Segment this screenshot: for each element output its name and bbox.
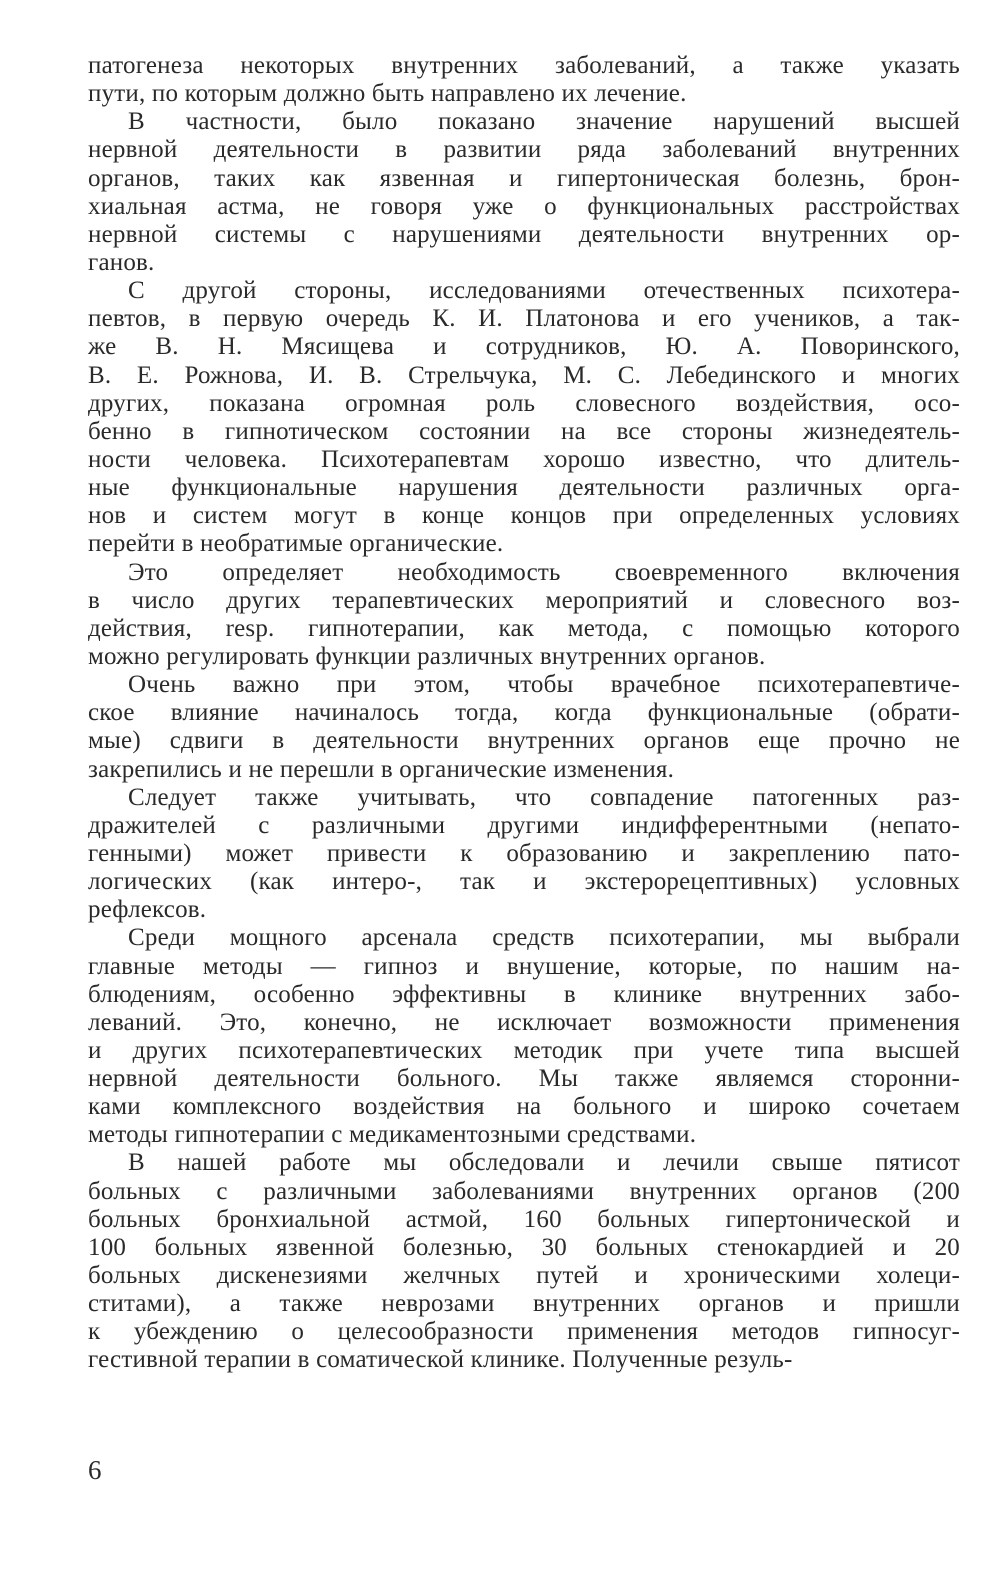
text-line: леваний. Это, конечно, не исключает возможности применения: [88, 1008, 960, 1036]
text-line: ности человека. Психотерапевтам хорошо известно, что длитель-: [88, 445, 960, 473]
text-line: в число других терапевтических мероприятий и словесного воз-: [88, 586, 960, 614]
body-text: [88, 52, 960, 1375]
text-line: органов, таких как язвенная и гипертоническая болезнь, брон-: [88, 164, 960, 192]
text-line: Очень важно при этом, чтобы врачебное психотерапевтиче-: [128, 671, 960, 699]
text-line: больных бронхиальной астмой, 160 больных гипертонической и: [88, 1205, 960, 1233]
text-line: С другой стороны, исследованиями отечественных психотера-: [128, 277, 960, 305]
text-line: методы гипнотерапии с медикаментозными средствами.: [88, 1121, 697, 1149]
text-line: Следует также учитывать, что совпадение патогенных раз-: [128, 783, 960, 811]
paragraph: [88, 671, 960, 784]
text-line: В. Е. Рожнова, И. В. Стрельчука, М. С. Лебединского и многих: [88, 361, 960, 389]
text-line: ганов.: [88, 248, 155, 276]
page-number: 6: [88, 1455, 102, 1485]
text-line: Среди мощного арсенала средств психотерапии, мы выбрали: [128, 924, 960, 952]
text-line: дражителей с различными другими индифферентными (непато-: [88, 811, 960, 839]
text-line: закрепились и не перешли в органические изменения.: [88, 755, 675, 783]
text-line: 100 больных язвенной болезнью, 30 больных стенокардией и 20: [88, 1233, 960, 1261]
text-line: певтов, в первую очередь К. И. Платонова и его учеников, а так-: [88, 305, 960, 333]
text-line: патогенеза некоторых внутренних заболеваний, а также указать: [88, 52, 960, 79]
text-line: логических (как интеро-, так и экстерорецептивных) условных: [88, 868, 960, 896]
text-line: ститами), а также неврозами внутренних органов и пришли: [88, 1290, 960, 1318]
text-line: нервной деятельности в развитии ряда заболеваний внутренних: [88, 136, 960, 164]
paragraph: [88, 277, 960, 558]
text-line: бенно в гипнотическом состоянии на все стороны жизнедеятель-: [88, 417, 960, 445]
text-line: рефлексов.: [88, 896, 207, 924]
paragraph: [88, 52, 960, 108]
text-line: можно регулировать функции различных внутренних органов.: [88, 642, 766, 670]
paragraph: [88, 1149, 960, 1374]
paragraph: [88, 559, 960, 672]
text-line: же В. Н. Мясищева и сотрудников, Ю. А. Поворинского,: [88, 333, 960, 361]
text-line: ные функциональные нарушения деятельности различных орга-: [88, 474, 960, 502]
text-line: ками комплексного воздействия на больного и широко сочетаем: [88, 1093, 960, 1121]
text-line: мые) сдвиги в деятельности внутренних органов еще прочно не: [88, 727, 960, 755]
text-line: гестивной терапии в соматической клинике. Полученные резуль-: [88, 1346, 793, 1374]
text-line: генными) может привести к образованию и закреплению пато-: [88, 839, 960, 867]
text-line: действия, resp. гипнотерапии, как метода, с помощью которого: [88, 614, 960, 642]
text-line: блюдениям, особенно эффективны в клинике внутренних забо-: [88, 980, 960, 1008]
text-line: нервной деятельности больного. Мы также являемся сторонни-: [88, 1065, 960, 1093]
text-line: главные методы — гипноз и внушение, которые, по нашим на-: [88, 952, 960, 980]
text-line: Это определяет необходимость своевременного включения: [128, 558, 960, 586]
text-line: к убеждению о целесообразности применения методов гипносуг-: [88, 1318, 960, 1346]
text-line: В нашей работе мы обследовали и лечили свыше пятисот: [128, 1149, 960, 1177]
text-line: больных с различными заболеваниями внутренних органов (200: [88, 1177, 960, 1205]
text-line: В частности, было показано значение нарушений высшей: [128, 108, 960, 136]
text-line: хиальная астма, не говоря уже о функциональных расстройствах: [88, 192, 960, 220]
text-line: нов и систем могут в конце концов при определенных условиях: [88, 502, 960, 530]
text-line: пути, по которым должно быть направлено их лечение.: [88, 80, 687, 108]
text-line: нервной системы с нарушениями деятельности внутренних ор-: [88, 220, 960, 248]
paragraph: [88, 108, 960, 277]
text-line: и других психотерапевтических методик при учете типа высшей: [88, 1036, 960, 1064]
text-line: больных дискенезиями желчных путей и хроническими холеци-: [88, 1262, 960, 1290]
text-line: других, показана огромная роль словесного воздействия, осо-: [88, 389, 960, 417]
text-line: перейти в необратимые органические.: [88, 530, 504, 558]
paragraph: [88, 784, 960, 925]
text-line: ское влияние начиналось тогда, когда функциональные (обрати-: [88, 699, 960, 727]
paragraph: [88, 924, 960, 1149]
